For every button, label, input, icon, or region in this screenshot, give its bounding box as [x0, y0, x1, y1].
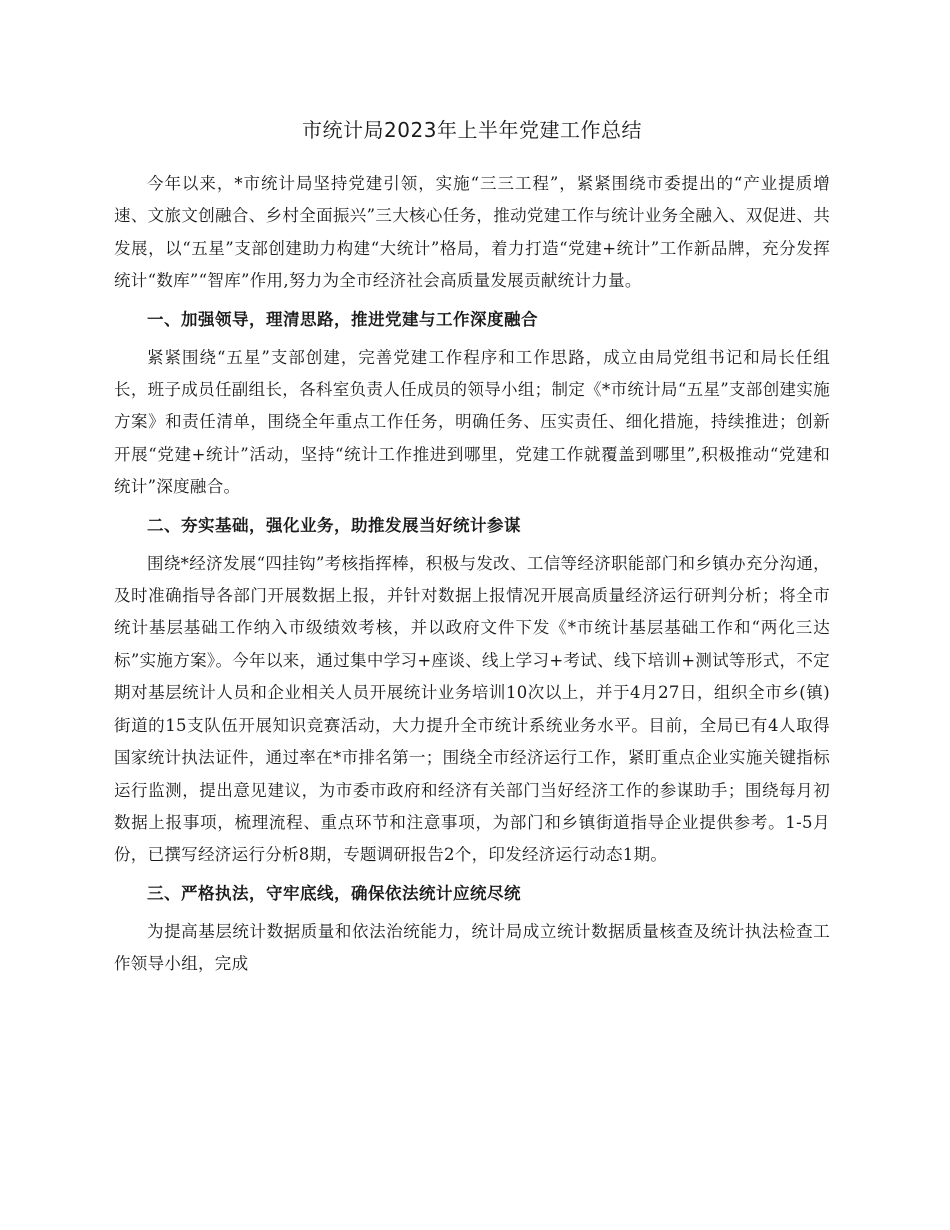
- section-2-body: 围绕*经济发展“四挂钩”考核指挥棒，积极与发改、工信等经济职能部门和乡镇办充分沟通，及时准确指导各部门开展数据上报，并针对数据上报情况开展高质量经济运行研判分析；将全市统计基层基础工作纳入市级绩效考核，并以政府文件下发《*市统计基层基础工作和“两化三达标”实施方案》。今年以来，通过集中学习+座谈、线上学习+考试、线下培训+测试等形式，不定期对基层统计人员和企业相关人员开展统计业务培训10次以上，并于4月27日，组织全市乡(镇)街道的15支队伍开展知识竞赛活动，大力提升全市统计系统业务水平。目前，全局已有4人取得国家统计执法证件，通过率在*市排名第一；围绕全市经济运行工作，紧盯重点企业实施关键指标运行监测，提出意见建议，为市委市政府和经济有关部门当好经济工作的参谋助手；围绕每月初数据上报事项，梳理流程、重点环节和注意事项，为部门和乡镇街道指导企业提供参考。1-5月份，已撰写经济运行分析8期，专题调研报告2个，印发经济运行动态1期。: [114, 553, 830, 865]
- section-1-body: 紧紧围绕“五星”支部创建，完善党建工作程序和工作思路，成立由局党组书记和局长任组长，班子成员任副组长，各科室负责人任成员的领导小组；制定《*市统计局“五星”支部创建实施方案》和责任清单，围绕全年重点工作任务，明确任务、压实责任、细化措施，持续推进；创新开展“党建+统计”活动，坚持“统计工作推进到哪里，党建工作就覆盖到哪里”,积极推动“党建和统计”深度融合。: [114, 347, 830, 497]
- section-2-heading: 二、夯实基础，强化业务，助推发展当好统计参谋: [147, 515, 521, 535]
- section-1-heading: 一、加强领导，理清思路，推进党建与工作深度融合: [147, 309, 538, 329]
- intro-paragraph: 今年以来，*市统计局坚持党建引领，实施“三三工程”，紧紧围绕市委提出的“产业提质增速、文旅文创融合、乡村全面振兴”三大核心任务，推动党建工作与统计业务全融入、双促进、共发展，以“五星”支部创建助力构建“大统计”格局，着力打造“党建+统计”工作新品牌，充分发挥统计“数库”“智库”作用,努力为全市经济社会高质量发展贡献统计力量。: [114, 174, 830, 291]
- document-title: 市统计局2023年上半年党建工作总结: [302, 118, 642, 142]
- section-3-heading: 三、严格执法，守牢底线，确保依法统计应统尽统: [147, 883, 521, 903]
- section-3-body: 为提高基层统计数据质量和依法治统能力，统计局成立统计数据质量核查及统计执法检查工作领导小组，完成: [114, 921, 830, 974]
